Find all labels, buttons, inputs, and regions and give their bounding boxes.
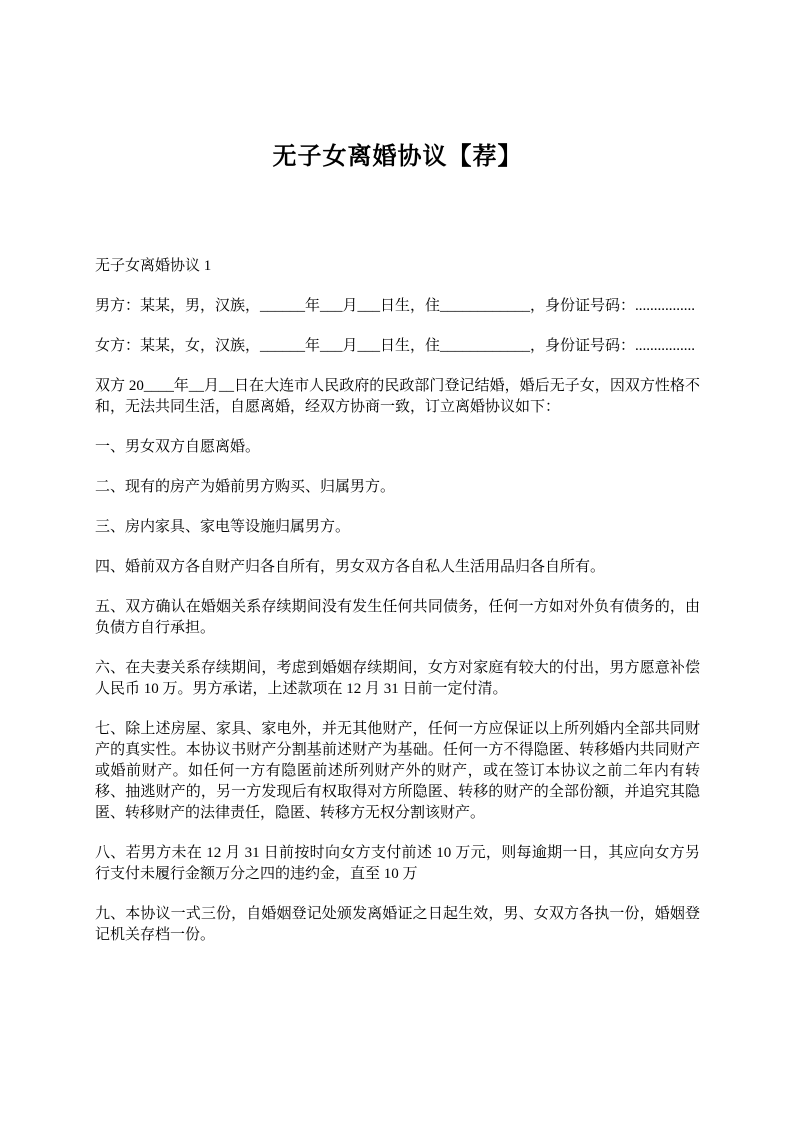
- paragraph-clause-3: 三、房内家具、家电等设施归属男方。: [95, 519, 351, 535]
- paragraph-clause-7: 七、除上述房屋、家具、家电外，并无其他财产，任何一方应保证以上所列婚内全部共同财产的真实性。本协议书财产分割基前述财产为基础。任何一方不得隐匿、转移婚内共同财产或婚前财产。如任何一方有隐匿前述所列财产外的财产，或在签订本协议之前二年内有转移、抽逃财产的，另一方发现后有权取得对方所隐匿、转移的财产的全部份额，并追究其隐匿、转移财产的法律责任，隐匿、转移方无权分割该财产。: [95, 721, 700, 821]
- paragraph-clause-8: 八、若男方未在 12 月 31 日前按时向女方支付前述 10 万元，则每逾期一日，其应向女方另行支付未履行金额万分之四的违约金，直至 10 万: [95, 845, 700, 882]
- paragraph-clause-1: 一、男女双方自愿离婚。: [95, 439, 261, 455]
- paragraph-clause-5: 五、双方确认在婚姻关系存续期间没有发生任何共同债务，任何一方如对外负有债务的，由负债方自行承担。: [95, 599, 700, 636]
- paragraph-clause-9: 九、本协议一式三份，自婚姻登记处颁发离婚证之日起生效，男、女双方各执一份，婚姻登记机关存档一份。: [95, 906, 700, 943]
- paragraph-subtitle: 无子女离婚协议 1: [95, 258, 212, 274]
- paragraph-preamble: 双方 20____年__月__日在大连市人民政府的民政部门登记结婚，婚后无子女，因双方性格不和，无法共同生活，自愿离婚，经双方协商一致，订立离婚协议如下：: [95, 378, 700, 415]
- paragraph-clause-6: 六、在夫妻关系存续期间，考虑到婚姻存续期间，女方对家庭有较大的付出，男方愿意补偿人民币 10 万。男方承诺，上述款项在 12 月 31 日前一定付清。: [95, 660, 700, 697]
- paragraph-wife-info: 女方：某某，女，汉族，______年___月___日生，住____________，身份证号码：................: [95, 338, 696, 354]
- paragraph-clause-2: 二、现有的房产为婚前男方购买、归属男方。: [95, 479, 396, 495]
- paragraph-clause-4: 四、婚前双方各自财产归各自所有，男女双方各自私人生活用品归各自所有。: [95, 559, 606, 575]
- document-body: [95, 256, 700, 946]
- document-title: 无子女离婚协议【荐】: [272, 144, 523, 170]
- paragraph-husband-info: 男方：某某，男，汉族，______年___月___日生，住____________，身份证号码：................: [95, 298, 696, 314]
